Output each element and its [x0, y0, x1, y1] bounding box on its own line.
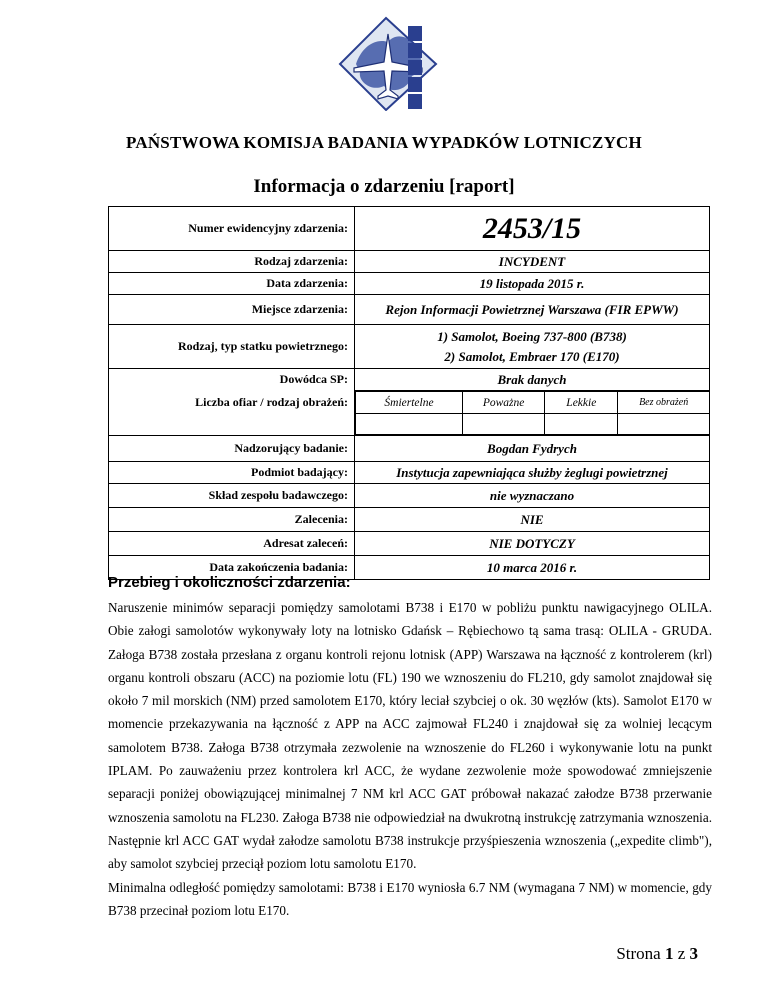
event-info-table [108, 206, 710, 580]
event-number: 2453/15 [355, 207, 710, 251]
victims-fatal-header: Śmiertelne [356, 392, 463, 414]
recipient: NIE DOTYCZY [355, 532, 710, 556]
victims-serious-value [462, 414, 544, 435]
section-title: Przebieg i okoliczności zdarzenia: [108, 574, 351, 591]
victims-label: Liczba ofiar / rodzaj obrażeń: [109, 391, 355, 436]
document-title: Informacja o zdarzeniu [raport] [253, 176, 515, 197]
event-number-label: Numer ewidencyjny zdarzenia: [109, 207, 355, 251]
pkbwl-logo [338, 16, 438, 111]
event-place: Rejon Informacji Powietrznej Warszawa (FIR EPWW) [355, 295, 710, 325]
event-date: 19 listopada 2015 r. [355, 273, 710, 295]
paragraph: Naruszenie minimów separacji pomiędzy samolotami B738 i E170 w pobliżu punktu nawigacyjnego OLILA. Obie załogi samolotów wykonywały loty na lotnisko Gdańsk – Rębiechowo tą sama trasą: OLILA - GRUDA. Załoga B738 została przesłana z organu kontroli rejonu lotnisk (APP) Warszawa na łączność z kontrolerem (krl) organu kontroli obszaru (ACC) na poziomie lotu (FL) 190 we wznoszeniu do FL210, gdy samolot znajdował się około 7 mil morskich (NM) przed samolotem E170, który leciał szybciej o ok. 30 węzłów (kts). Samolot E170 w momencie przekazywania na łączność z APP na ACC zajmował FL240 i znajdował się za wolniej lecącym samolotem B738. Załoga B738 otrzymała zezwolenie na wznoszenie do FL260 i wykonywanie lotu na punkt IPLAM. Po zauważeniu przez kontrolera krl ACC, że wydane zezwolenie może spowodować zmniejszenie separacji poniżej obowiązującej minimalnej 7 NM krl ACC GAT próbował nakazać załodze B738 przerwanie wznoszenia samolotu na FL230. Załoga B738 nie odpowiedział na dwukrotną instrukcję zatrzymania wznoszenia. Następnie krl ACC GAT wydał załodze samolotu B738 instrukcje przyśpieszenia wznoszenia („expedite climb"), aby samolot szybciej przeciął poziom lotu samolotu E170. [108, 600, 712, 872]
event-type-label: Rodzaj zdarzenia: [109, 251, 355, 273]
commander: Brak danych [355, 369, 710, 391]
victims-fatal-value [356, 414, 463, 435]
organization-name: PAŃSTWOWA KOMISJA BADANIA WYPADKÓW LOTNICZYCH [126, 133, 642, 152]
victims-none-header: Bez obrażeń [618, 392, 709, 414]
victims-none-value [618, 414, 709, 435]
page-of: z [677, 944, 686, 963]
aircraft-item: 2) Samolot, Embraer 170 (E170) [444, 348, 620, 364]
aircraft-label: Rodzaj, typ statku powietrznego: [109, 325, 355, 369]
supervisor-label: Nadzorujący badanie: [109, 436, 355, 462]
end-date-label: Data zakończenia badania: [109, 556, 355, 580]
total-pages: 3 [689, 944, 698, 963]
victims-grid [355, 391, 710, 436]
team-label: Skład zespołu badawczego: [109, 484, 355, 508]
recipient-label: Adresat zaleceń: [109, 532, 355, 556]
section-body [108, 596, 712, 922]
aircraft-list [355, 325, 710, 369]
victims-minor-header: Lekkie [545, 392, 618, 414]
commander-label: Dowódca SP: [109, 369, 355, 391]
current-page: 1 [664, 944, 674, 963]
page-label: Strona [616, 944, 661, 963]
investigating-entity: Instytucja zapewniająca służby żeglugi powietrznej [355, 462, 710, 484]
victims-serious-header: Poważne [462, 392, 544, 414]
recommendations: NIE [355, 508, 710, 532]
paragraph: Minimalna odległość pomiędzy samolotami: B738 i E170 wyniosła 6.7 NM (wymagana 7 NM) w momencie, gdy B738 przecinał poziom lotu E170. [108, 879, 712, 918]
date-label: Data zdarzenia: [109, 273, 355, 295]
page-number [616, 944, 698, 964]
team: nie wyznaczano [355, 484, 710, 508]
investigating-entity-label: Podmiot badający: [109, 462, 355, 484]
end-date: 10 marca 2016 r. [355, 556, 710, 580]
event-type: INCYDENT [355, 251, 710, 273]
recommendations-label: Zalecenia: [109, 508, 355, 532]
aircraft-item: 1) Samolot, Boeing 737-800 (B738) [437, 328, 627, 344]
supervisor: Bogdan Fydrych [355, 436, 710, 462]
victims-minor-value [545, 414, 618, 435]
place-label: Miejsce zdarzenia: [109, 295, 355, 325]
